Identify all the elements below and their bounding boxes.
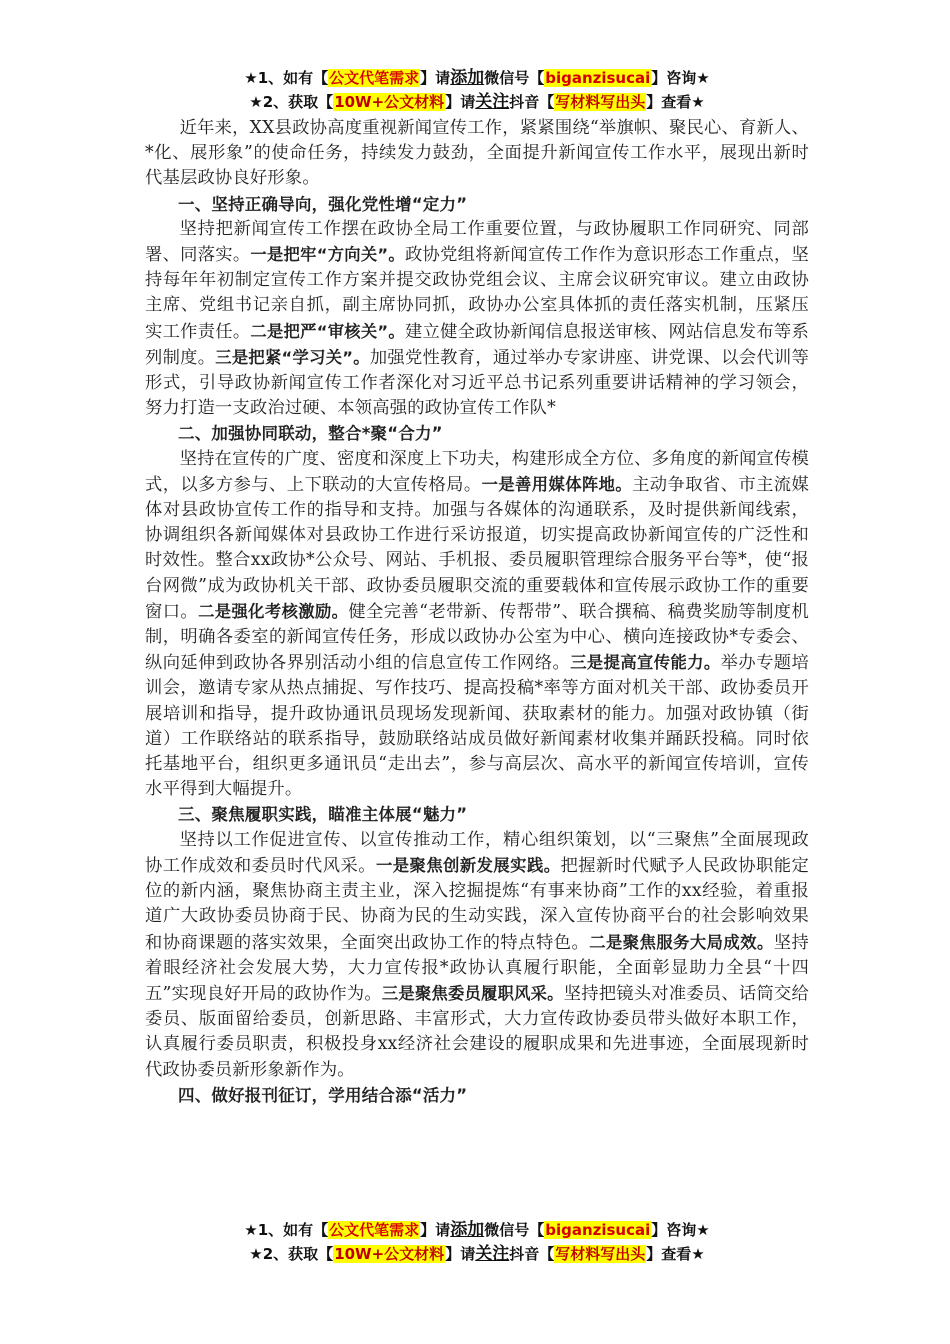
section-heading-3: 三、聚焦履职实践，瞄准主体展“魅力” (178, 805, 468, 825)
highlight-douyin: 写材料写出头 (555, 93, 646, 111)
section-heading-2: 二、加强协同联动，整合*聚“合力” (178, 424, 443, 444)
promo-banner-top (145, 66, 809, 114)
section-heading-1: 一、坚持正确导向，强化党性增“定力” (178, 194, 468, 214)
document-page (145, 66, 809, 1108)
intro-paragraph: 近年来，XX县政协高度重视新闻宣传工作，紧紧围绕“举旗帜、聚民心、育新人、*化、展形象”的使命任务，持续发力鼓劲，全面提升新闻宣传工作水平，展现出新时代基层政协良好形象。 (145, 118, 809, 189)
promo-line-2-footer: ★2、获取【10W+公文材料】请关注抖音【写材料写出头】查看★ (249, 1244, 705, 1264)
promo-line-2: ★2、获取【10W+公文材料】请关注抖音【写材料写出头】查看★ (249, 92, 705, 112)
section-3-paragraph: 坚持以工作促进宣传、以宣传推动工作，精心组织策划，以“三聚焦”全面展现政协工作成效和委员时代风采。一是聚焦创新发展实践。把握新时代赋予人民政协职能定位的新内涵，聚焦协商主责主业，深入挖掘提炼“有事来协商”工作的xx经验，着重报道广大政协委员协商于民、协商为民的生动实践，深入宣传协商平台的社会影响效果和协商课题的落实效果，全面突出政协工作的特点特色。二是聚焦服务大局成效。坚持着眼经济社会发展大势，大力宣传报*政协认真履行职能，全面彰显助力全县“十四五”实现良好开局的政协作为。三是聚焦委员履职风采。坚持把镜头对准委员、话筒交给委员、版面留给委员，创新思路、丰富形式，大力宣传政协委员带头做好本职工作，认真履行委员职责，积极投身xx经济社会建设的履职成果和先进事迹，全面展现新时代政协委员新形象新作为。 (145, 829, 810, 1080)
promo-banner-bottom (145, 1218, 809, 1266)
section-1-paragraph: 坚持把新闻宣传工作摆在政协全局工作重要位置，与政协履职工作同研究、同部署、同落实。一是把牢“方向关”。政协党组将新闻宣传工作作为意识形态工作重点，坚持每年年初制定宣传工作方案并提交政协党组会议、主席会议研究审议。建立由政协主席、党组书记亲自抓，副主席协同抓，政协办公室具体抓的责任落实机制，压紧压实工作责任。二是把严“审核关”。建立健全政协新闻信息报送审核、网站信息发布等系列制度。三是把紧“学习关”。加强党性教育，通过举办专家讲座、讲党课、以会代训等形式，引导政协新闻宣传工作者深化对习近平总书记系列重要讲话精神的学习领会，努力打造一支政治过硬、本领高强的政协宣传工作队* (145, 218, 809, 419)
section-heading-4: 四、做好报刊征订，学用结合添“活力” (178, 1085, 468, 1105)
highlight-wechat-id: biganzisucai (545, 69, 651, 87)
promo-line-1-footer: ★1、如有【公文代笔需求】请添加微信号【biganzisucai】咨询★ (244, 1220, 710, 1240)
document-body (145, 116, 809, 1108)
promo-line-1: ★1、如有【公文代笔需求】请添加微信号【biganzisucai】咨询★ (244, 68, 710, 88)
highlight-materials: 10W+公文材料 (334, 93, 445, 111)
highlight-ghostwriting: 公文代笔需求 (329, 69, 420, 87)
section-2-paragraph: 坚持在宣传的广度、密度和深度上下功夫，构建形成全方位、多角度的新闻宣传模式，以多方参与、上下联动的大宣传格局。一是善用媒体阵地。主动争取省、市主流媒体对县政协宣传工作的指导和支持。加强与各媒体的沟通联系，及时提供新闻线索，协调组织各新闻媒体对县政协工作进行采访报道，切实提高政协新闻宣传的广泛性和时效性。整合xx政协*公众号、网站、手机报、委员履职管理综合服务平台等*，使“报台网微”成为政协机关干部、政协委员履职交流的重要载体和宣传展示政协工作的重要窗口。二是强化考核激励。健全完善“老带新、传帮带”、联合撰稿、稿费奖励等制度机制，明确各委室的新闻宣传任务，形成以政协办公室为中心、横向连接政协*专委会、纵向延伸到政协各界别活动小组的信息宣传工作网络。三是提高宣传能力。举办专题培训会，邀请专家从热点捕捉、写作技巧、提高投稿*率等方面对机关干部、政协委员开展培训和指导，提升政协通讯员现场发现新闻、获取素材的能力。加强对政协镇（街道）工作联络站的联系指导，鼓励联络站成员做好新闻素材收集并踊跃投稿。同时依托基地平台，组织更多通讯员“走出去”，参与高层次、高水平的新闻宣传培训，宣传水平得到大幅提升。 (145, 448, 809, 800)
